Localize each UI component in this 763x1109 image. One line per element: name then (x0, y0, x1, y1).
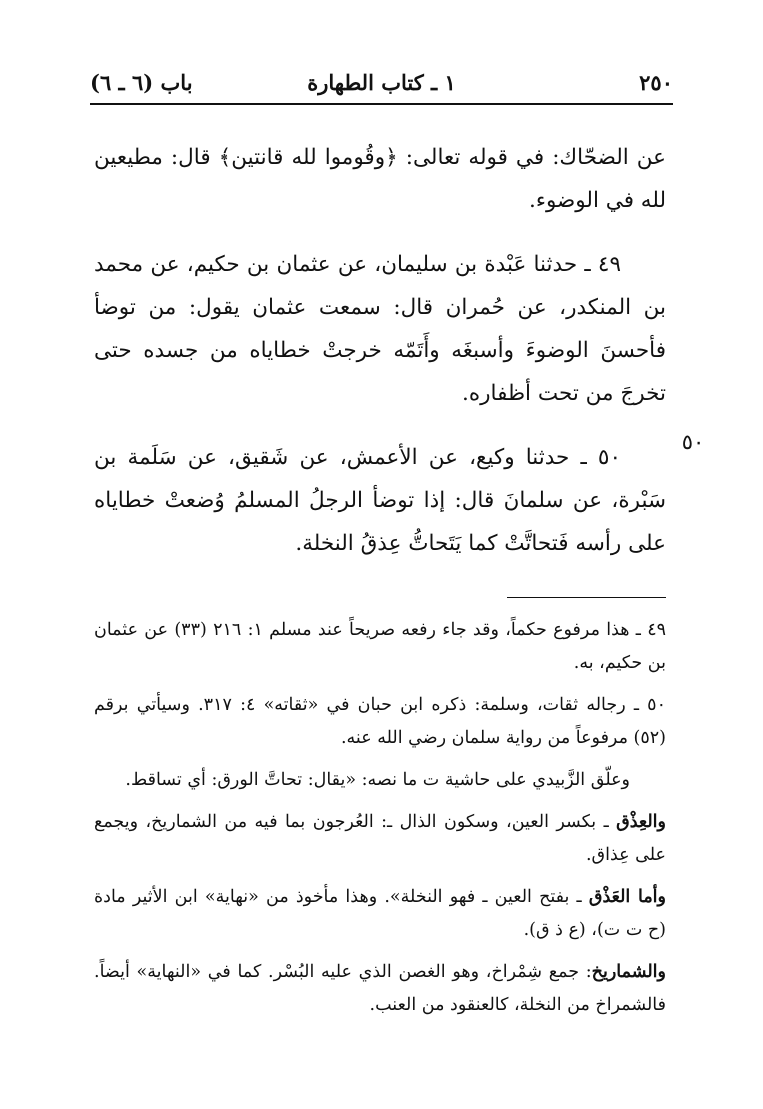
page-number: ٢٥٠ (639, 70, 673, 95)
chapter-title: ١ ـ كتاب الطهارة (307, 70, 456, 95)
paragraph: ٤٩ ـ حدثنا عَبْدة بن سليمان، عن عثمان بن حكيم، عن محمد بن المنكدر، عن حُمران قال: سمعت عثمان يقول: من توضأ فأحسنَ الوضوءَ وأسبغَه وأَتَمّه خرجتْ خطاياه من جسده حتى تخرجَ من تحت أظفاره. (94, 252, 666, 406)
footnote-term: والشماريخ (591, 962, 666, 982)
main-text (94, 136, 666, 565)
section-label: باب (٦ ـ ٦) (90, 70, 193, 95)
running-header (90, 66, 673, 100)
paragraph: عن الضحّاك: في قوله تعالى: ﴿وقُوموا لله قانتين﴾ قال: مطيعين لله في الوضوء. (94, 145, 666, 213)
footnote-term: وأما العَذْق (588, 887, 667, 907)
footnote (94, 956, 666, 1022)
footnote: ٥٠ ـ رجاله ثقات، وسلمة: ذكره ابن حبان في «ثقاته» ٤: ٣١٧. وسيأتي برقم (٥٢) مرفوعاً من رواية سلمان رضي الله عنه. (94, 695, 666, 748)
footnote (94, 806, 666, 872)
footnote-text: : جمع شِمْراخ، وهو الغصن الذي عليه البُسْر. كما في «النهاية» أيضاً. فالشمراخ من النخلة، كالعنقود من العنب. (94, 962, 666, 1015)
footnote (94, 881, 666, 947)
footnote-term: والعِذْق (616, 812, 666, 832)
footnote: وعلّق الزَّبيدي على حاشية ت ما نصه: «يقال: تحاتَّ الورق: أي تساقط. (125, 770, 630, 790)
footnote-rule (507, 597, 666, 598)
paragraph: ٥٠ ـ حدثنا وكيع، عن الأعمش، عن شَقيق، عن سَلَمة بن سَبْرة، عن سلمانَ قال: إذا توضأ الرجلُ المسلمُ وُضعتْ خطاياه على رأسه فَتحاتَّتْ كما يَتَحاتُّ عِذقُ النخلة. (94, 445, 666, 556)
footnote-text: ـ بفتح العين ـ فهو النخلة». وهذا مأخوذ من «نهاية» ابن الأثير مادة (ح ت ت)، (ع ذ ق). (94, 887, 666, 940)
header-rule (90, 103, 673, 105)
margin-number: ٥٠ (681, 430, 705, 454)
footnote-text: ـ بكسر العين، وسكون الذال ـ: العُرجون بما فيه من الشماريخ، ويجمع على عِذاق. (94, 812, 666, 865)
footnote: ٤٩ ـ هذا مرفوع حكماً، وقد جاء رفعه صريحاً عند مسلم ١: ٢١٦ (٣٣) عن عثمان بن حكيم، به. (94, 620, 666, 673)
footnotes (94, 614, 666, 1031)
